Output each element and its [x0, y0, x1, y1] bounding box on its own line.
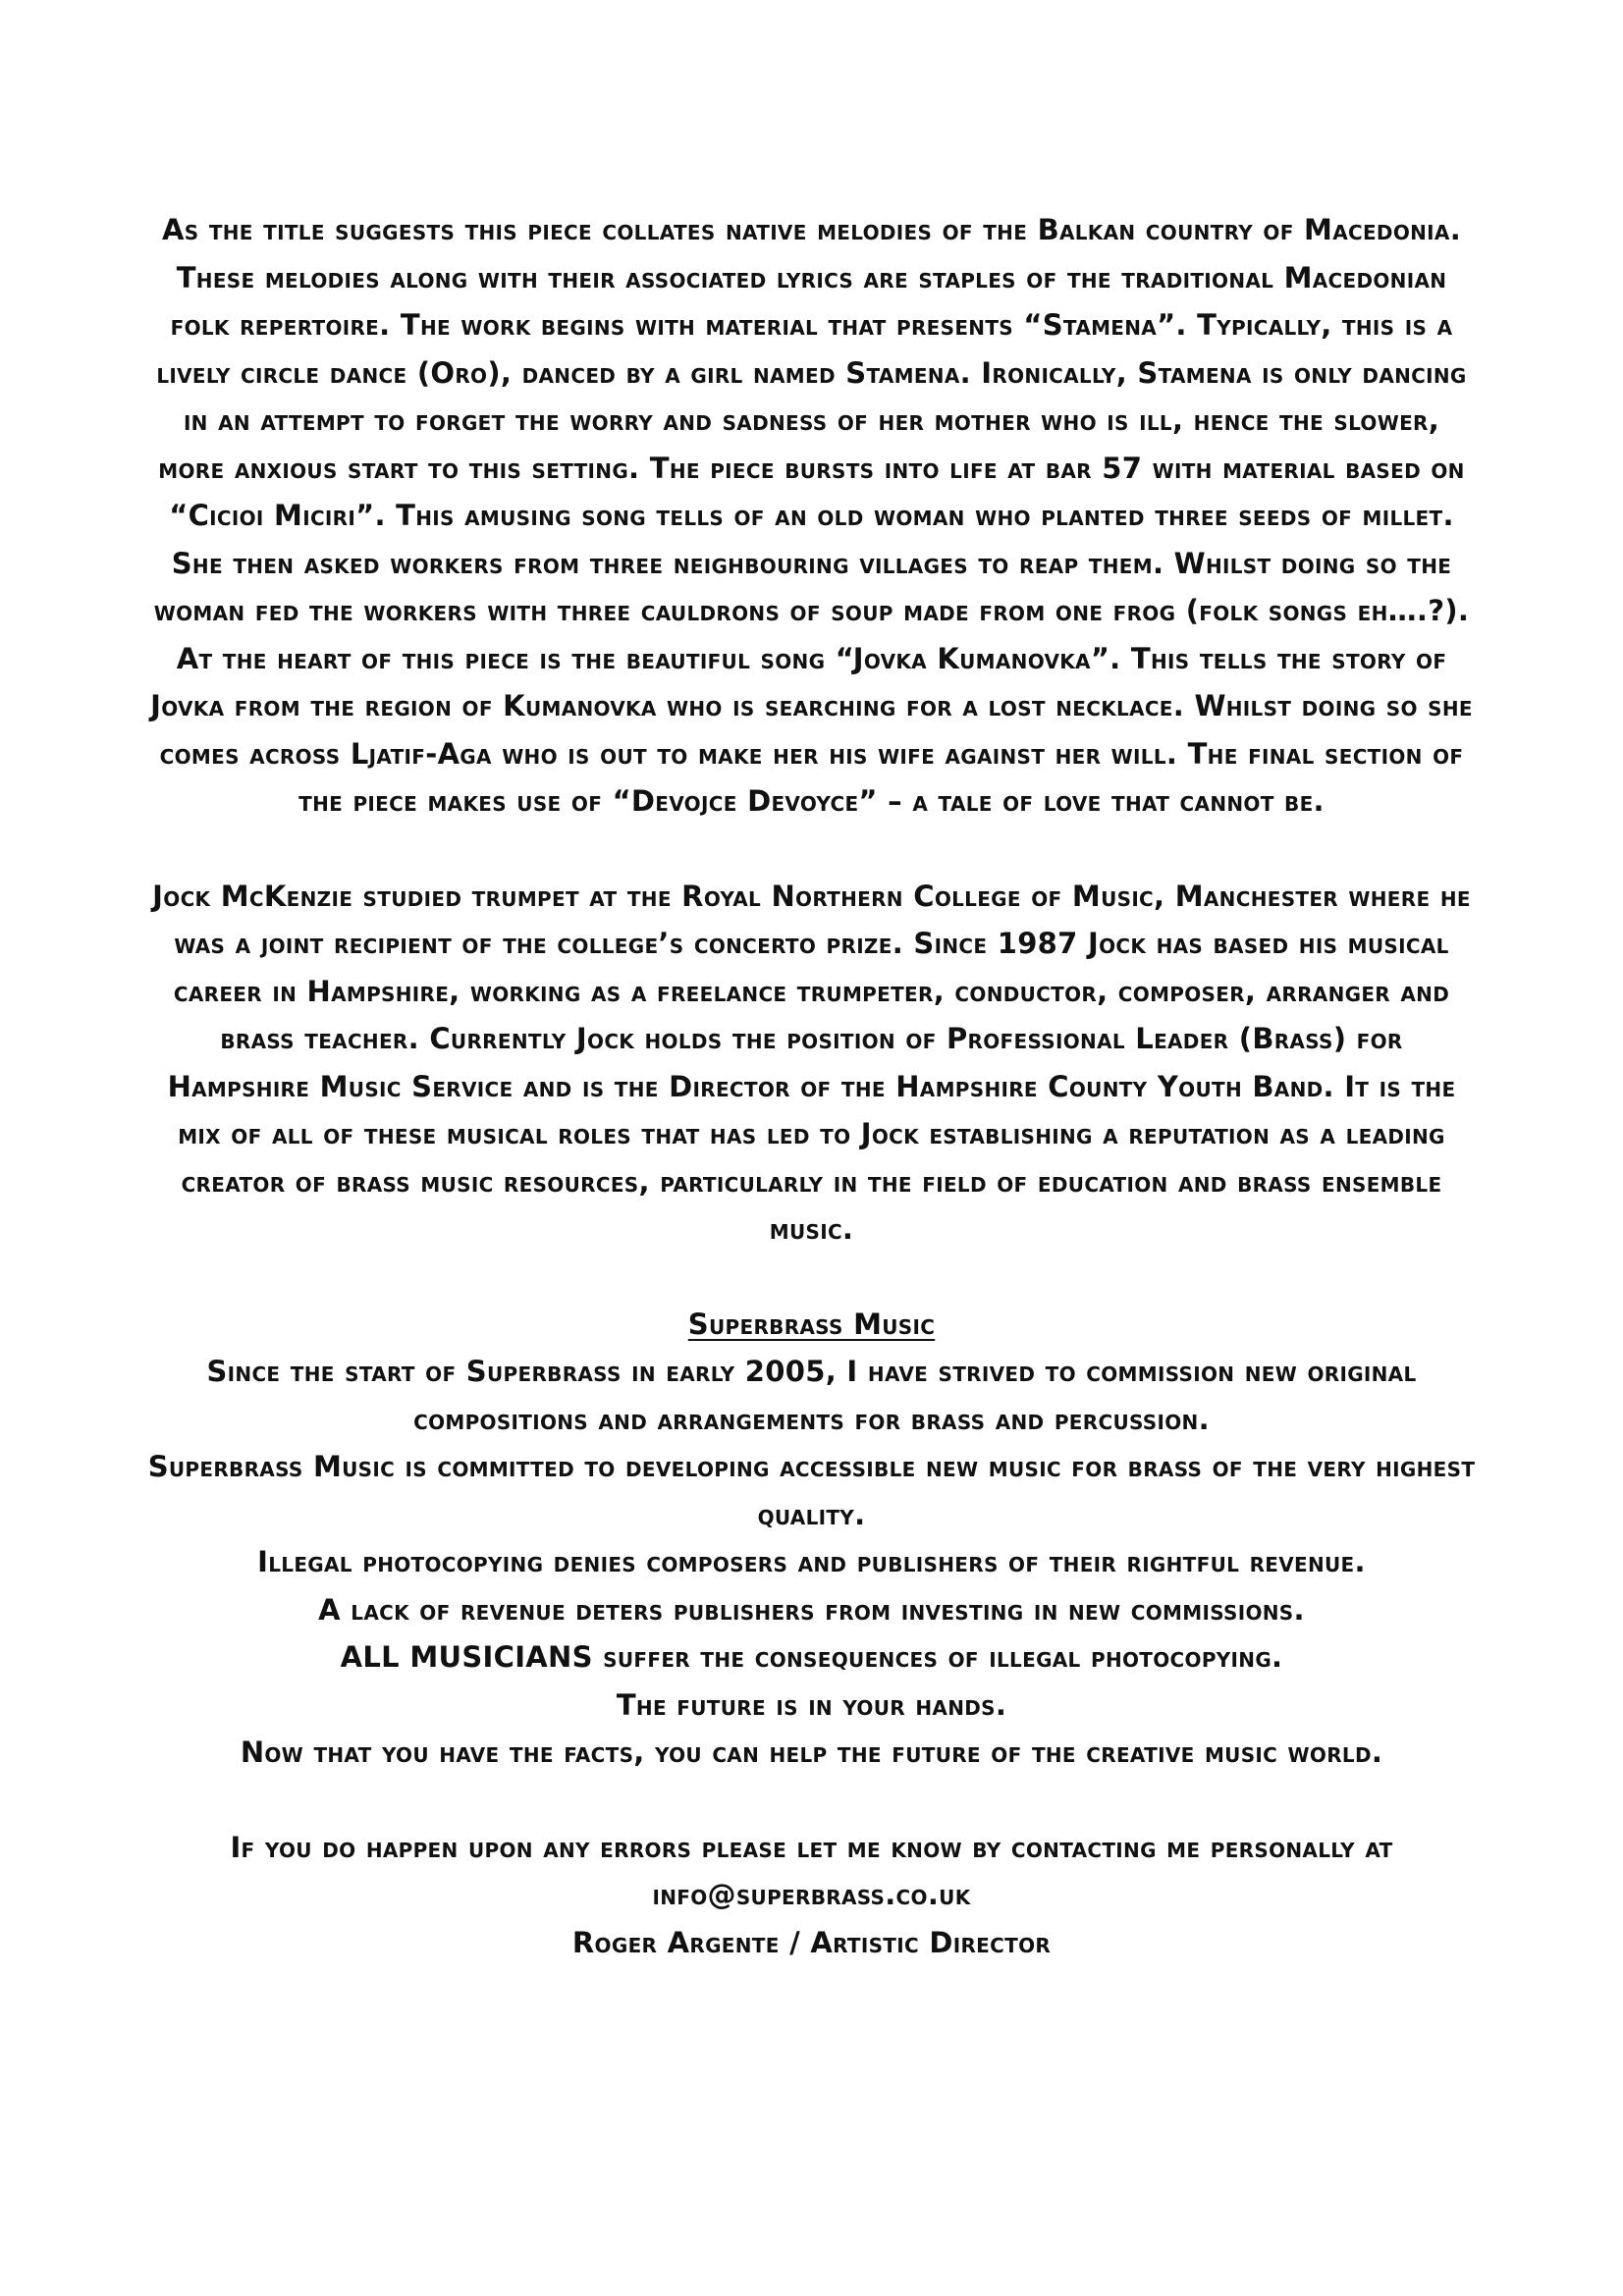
musicians-statement-rest: suffer the consequences of illegal photocopying. [592, 1640, 1283, 1674]
future-statement: The future is in your hands. [616, 1687, 1007, 1722]
paragraph-spacer [147, 826, 1476, 873]
document-page [147, 206, 1476, 1966]
composer-biography-paragraph: Jock McKenzie studied trumpet at the Royal Northern College of Music, Manchester where he was a joint recipient of the college’s concerto prize. Since 1987 Jock has based his musical career in Hampshire, working as a freelance trumpeter, conductor, composer, arranger and brass teacher. Currently Jock holds the position of Professional Leader (Brass) for Hampshire Music Service and is the Director of the Hampshire County Youth Band. It is the mix of all of these musical roles that has led to Jock establishing a reputation as a leading creator of brass music resources, particularly in the field of education and brass ensemble music. [152, 879, 1471, 1246]
contact-section [147, 1824, 1476, 1967]
musicians-statement [147, 1633, 1476, 1682]
errors-contact-line: If you do happen upon any errors please let me know by contacting me personally at [230, 1830, 1393, 1864]
signature-line: Roger Argente / Artistic Director [571, 1925, 1052, 1959]
paragraph-spacer [147, 1777, 1476, 1824]
revenue-statement: A lack of revenue deters publishers from investing in new commissions. [318, 1592, 1305, 1627]
commitment-statement: Superbrass Music is committed to developing accessible new music for brass of the very highest quality. [147, 1450, 1476, 1531]
paragraph-spacer [147, 1254, 1476, 1301]
piece-description-paragraph: As the title suggests this piece collates native melodies of the Balkan country of Macedonia. These melodies along with their associated lyrics are staples of the traditional Macedonian folk repertoire. The work begins with material that presents “Stamena”. Typically, this is a lively circle dance (Oro), danced by a girl named Stamena. Ironically, Stamena is only dancing in an attempt to forget the worry and sadness of her mother who is ill, hence the slower, more anxious start to this setting. The piece bursts into life at bar 57 with material based on “Cicioi Miciri”. This amusing song tells of an old woman who planted three seeds of millet. She then asked workers from three neighbouring villages to reap them. Whilst doing so the woman fed the workers with three cauldrons of soup made from one frog (folk songs eh….?). At the heart of this piece is the beautiful song “Jovka Kumanovka”. This tells the story of Jovka from the region of Kumanovka who is searching for a lost necklace. Whilst doing so she comes across Ljatif-Aga who is out to make her his wife against her will. The final section of the piece makes use of “Devojce Devoyce” – a tale of love that cannot be. [150, 213, 1473, 818]
publisher-heading: Superbrass Music [687, 1307, 936, 1341]
contact-email: info@superbrass.co.uk [652, 1878, 971, 1911]
commission-statement: Since the start of Superbrass in early 2005, I have strived to commission new original compositions and arrangements for brass and percussion. [206, 1355, 1417, 1436]
publisher-notice [147, 1301, 1476, 1777]
facts-statement: Now that you have the facts, you can help the future of the creative music world. [240, 1735, 1383, 1769]
photocopying-statement: Illegal photocopying denies composers and publishers of their rightful revenue. [257, 1545, 1366, 1578]
musicians-emphasis: ALL MUSICIANS [340, 1640, 593, 1674]
